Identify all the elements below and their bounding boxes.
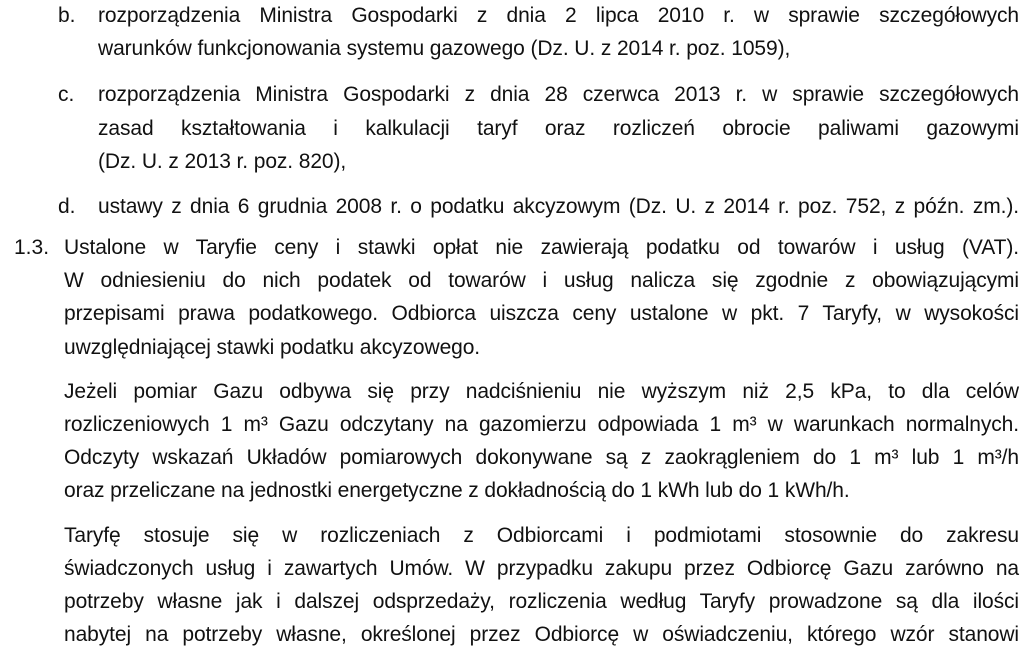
list-item-b-line-2: warunków funkcjonowania systemu gazowego (Dz. U. z 2014 r. poz. 1059), [98, 37, 791, 60]
para1-line-1: Ustalone w Taryfie ceny i stawki opłat nie zawierają podatku od towarów i usług (VAT). [64, 236, 1019, 259]
para1-line-3: przepisami prawa podatkowego. Odbiorca uiszcza ceny ustalone w pkt. 7 Taryfy, w wysokości [64, 302, 1019, 325]
para2-line-1: Jeżeli pomiar Gazu odbywa się przy nadciśnieniu nie wyższym niż 2,5 kPa, to dla celów [64, 380, 1019, 403]
para3-line-1: Taryfę stosuje się w rozliczeniach z Odbiorcami i podmiotami stosownie do zakresu [64, 524, 1019, 547]
section-number: 1.3. [14, 236, 50, 259]
para2-line-4: oraz przeliczane na jednostki energetyczne z dokładnością do 1 kWh lub do 1 kWh/h. [64, 479, 850, 502]
list-item-d-line-1: ustawy z dnia 6 grudnia 2008 r. o podatku akcyzowym (Dz. U. z 2014 r. poz. 752, z późn. zm.). [98, 195, 1019, 218]
para3-line-2: świadczonych usług i zawartych Umów. W przypadku zakupu przez Odbiorcę Gazu zarówno na [64, 557, 1019, 580]
para2-line-3: Odczyty wskazań Układów pomiarowych dokonywane są z zaokrągleniem do 1 m³ lub 1 m³/h [64, 446, 1019, 469]
list-item-c-line-2: zasad kształtowania i kalkulacji taryf oraz rozliczeń obrocie paliwami gazowymi [98, 117, 1019, 140]
list-item-c-line-3: (Dz. U. z 2013 r. poz. 820), [98, 150, 347, 173]
list-label-d: d. [58, 195, 76, 218]
list-label-b: b. [58, 4, 76, 27]
list-item-c-line-1: rozporządzenia Ministra Gospodarki z dnia 28 czerwca 2013 r. w sprawie szczegółowych [98, 83, 1019, 106]
para2-line-2: rozliczeniowych 1 m³ Gazu odczytany na gazomierzu odpowiada 1 m³ w warunkach normalnych. [64, 413, 1019, 436]
list-item-b-line-1: rozporządzenia Ministra Gospodarki z dnia 2 lipca 2010 r. w sprawie szczegółowych [98, 4, 1019, 27]
para1-line-4: uwzględniającej stawki podatku akcyzowego. [64, 336, 481, 359]
para1-line-2: W odniesieniu do nich podatek od towarów i usług nalicza się zgodnie z obowiązującymi [64, 269, 1019, 292]
para3-line-3: potrzeby własne jak i dalszej odsprzedaży, rozliczenia według Taryfy prowadzone są dla ilości [64, 590, 1019, 613]
list-label-c: c. [58, 83, 75, 106]
para3-line-4: nabytej na potrzeby własne, określonej przez Odbiorcę w oświadczeniu, którego wzór stanowi [64, 623, 1019, 646]
